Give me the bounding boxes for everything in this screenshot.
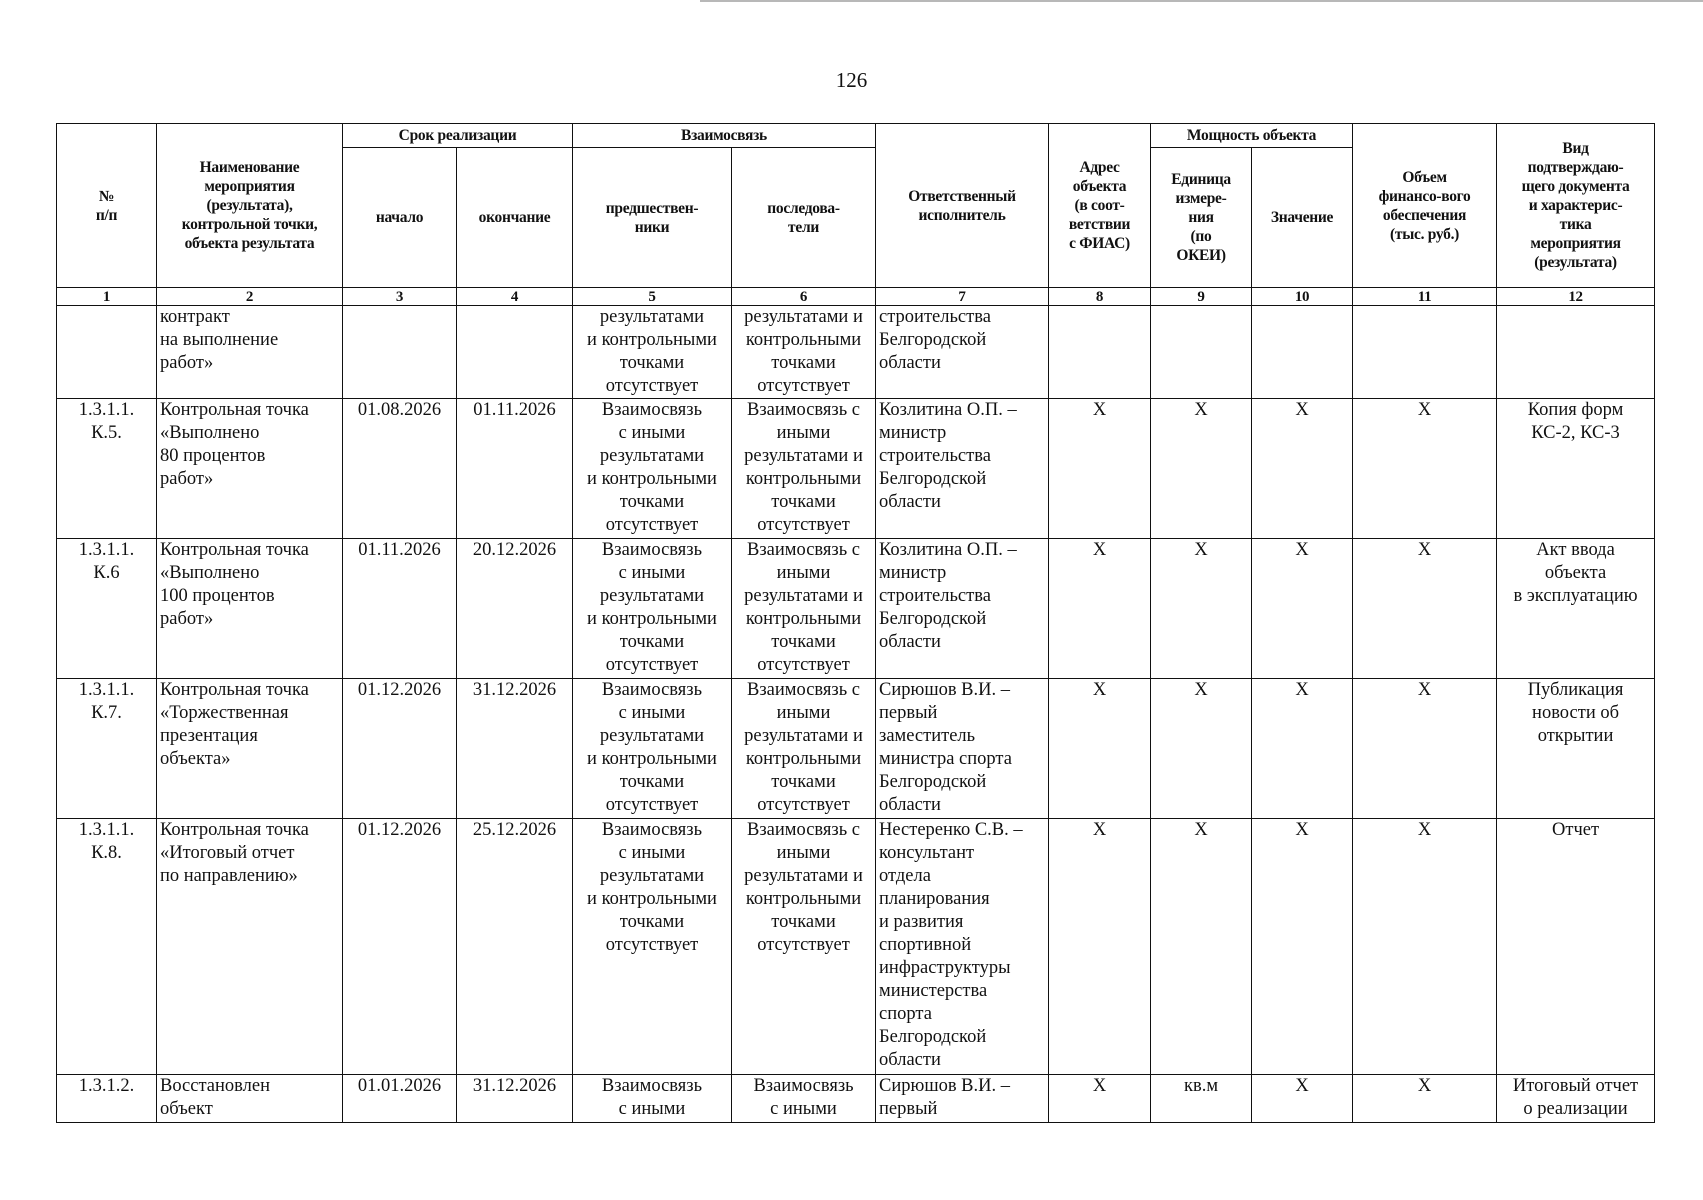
table-row [57,1075,1655,1123]
cell-responsible: строительства Белгородской области [876,306,1049,399]
cell-address [1049,306,1151,399]
column-number: 5 [573,288,732,306]
cell-address: Х [1049,399,1151,539]
cell-responsible: Сирюшов В.И. – первый заместитель министра спорта Белгородской области [876,679,1049,819]
cell-responsible: Сирюшов В.И. – первый [876,1075,1049,1123]
cell-name: Контрольная точка «Итоговый отчет по направлению» [157,819,343,1075]
header-value: Значение [1252,148,1353,288]
header-capacity-group: Мощность объекта [1151,124,1353,148]
cell-start: 01.12.2026 [343,679,457,819]
header-num: № п/п [57,124,157,288]
cell-value [1252,306,1353,399]
cell-start: 01.01.2026 [343,1075,457,1123]
column-number: 6 [732,288,876,306]
column-number: 8 [1049,288,1151,306]
cell-end [457,306,573,399]
cell-finance: Х [1353,679,1497,819]
cell-doc: Итоговый отчет о реализации [1497,1075,1655,1123]
page-number: 126 [835,68,868,92]
cell-finance: Х [1353,399,1497,539]
cell-prev: Взаимосвязь с иными [573,1075,732,1123]
cell-end: 31.12.2026 [457,679,573,819]
cell-name: Контрольная точка «Торжественная презентация объекта» [157,679,343,819]
cell-finance: Х [1353,1075,1497,1123]
cell-prev: Взаимосвязь с иными результатами и контрольными точками отсутствует [573,539,732,679]
column-number: 3 [343,288,457,306]
cell-name: контракт на выполнение работ» [157,306,343,399]
cell-end: 20.12.2026 [457,539,573,679]
cell-prev: результатами и контрольными точками отсутствует [573,306,732,399]
plan-table [56,123,1655,1123]
header-term-end: окончание [457,148,573,288]
cell-start: 01.11.2026 [343,539,457,679]
header-responsible: Ответственный исполнитель [876,124,1049,288]
cell-value: Х [1252,1075,1353,1123]
header-name: Наименование мероприятия (результата), контрольной точки, объекта результата [157,124,343,288]
cell-doc [1497,306,1655,399]
cell-next: Взаимосвязь с иными результатами и контрольными точками отсутствует [732,399,876,539]
cell-unit: Х [1151,679,1252,819]
cell-start: 01.08.2026 [343,399,457,539]
cell-address: Х [1049,819,1151,1075]
cell-address: Х [1049,679,1151,819]
header-address: Адрес объекта (в соот- ветствии с ФИАС) [1049,124,1151,288]
cell-next: Взаимосвязь с иными результатами и контрольными точками отсутствует [732,679,876,819]
cell-next: результатами и контрольными точками отсутствует [732,306,876,399]
cell-start: 01.12.2026 [343,819,457,1075]
cell-responsible: Нестеренко С.В. – консультант отдела планирования и развития спортивной инфраструктуры министерства спорта Белгородской области [876,819,1049,1075]
header-unit: Единица измере- ния (по ОКЕИ) [1151,148,1252,288]
cell-prev: Взаимосвязь с иными результатами и контрольными точками отсутствует [573,679,732,819]
column-number: 9 [1151,288,1252,306]
cell-address: Х [1049,539,1151,679]
cell-value: Х [1252,679,1353,819]
cell-finance: Х [1353,819,1497,1075]
column-number: 12 [1497,288,1655,306]
cell-start [343,306,457,399]
table-row [57,306,1655,399]
cell-finance: Х [1353,539,1497,679]
header-term-start: начало [343,148,457,288]
header-finance: Объем финансо-вого обеспечения (тыс. руб.) [1353,124,1497,288]
table-row [57,679,1655,819]
column-number: 10 [1252,288,1353,306]
scan-edge-line [700,0,1703,2]
cell-prev: Взаимосвязь с иными результатами и контрольными точками отсутствует [573,819,732,1075]
table-row [57,539,1655,679]
cell-value: Х [1252,819,1353,1075]
column-number: 4 [457,288,573,306]
cell-value: Х [1252,539,1353,679]
cell-responsible: Козлитина О.П. – министр строительства Белгородской области [876,539,1049,679]
column-number: 2 [157,288,343,306]
column-number: 7 [876,288,1049,306]
cell-value: Х [1252,399,1353,539]
cell-doc: Публикация новости об открытии [1497,679,1655,819]
cell-unit: Х [1151,539,1252,679]
cell-end: 31.12.2026 [457,1075,573,1123]
cell-name: Контрольная точка «Выполнено 80 процентов работ» [157,399,343,539]
header-link-next: последова- тели [732,148,876,288]
cell-num: 1.3.1.2. [57,1075,157,1123]
cell-doc: Копия форм КС-2, КС-3 [1497,399,1655,539]
cell-unit [1151,306,1252,399]
cell-unit: кв.м [1151,1075,1252,1123]
cell-num [57,306,157,399]
cell-name: Контрольная точка «Выполнено 100 процентов работ» [157,539,343,679]
cell-finance [1353,306,1497,399]
cell-end: 25.12.2026 [457,819,573,1075]
cell-responsible: Козлитина О.П. – министр строительства Белгородской области [876,399,1049,539]
column-number: 11 [1353,288,1497,306]
cell-unit: Х [1151,819,1252,1075]
cell-doc: Отчет [1497,819,1655,1075]
cell-next: Взаимосвязь с иными результатами и контрольными точками отсутствует [732,539,876,679]
cell-num: 1.3.1.1. К.8. [57,819,157,1075]
column-number: 1 [57,288,157,306]
cell-num: 1.3.1.1. К.5. [57,399,157,539]
header-term-group: Срок реализации [343,124,573,148]
header-link-group: Взаимосвязь [573,124,876,148]
cell-unit: Х [1151,399,1252,539]
cell-end: 01.11.2026 [457,399,573,539]
cell-prev: Взаимосвязь с иными результатами и контрольными точками отсутствует [573,399,732,539]
cell-num: 1.3.1.1. К.7. [57,679,157,819]
cell-next: Взаимосвязь с иными результатами и контрольными точками отсутствует [732,819,876,1075]
cell-name: Восстановлен объект [157,1075,343,1123]
header-link-prev: предшествен- ники [573,148,732,288]
table-row [57,819,1655,1075]
cell-num: 1.3.1.1. К.6 [57,539,157,679]
header-doc-type: Вид подтверждаю- щего документа и характерис- тика мероприятия (результата) [1497,124,1655,288]
cell-doc: Акт ввода объекта в эксплуатацию [1497,539,1655,679]
cell-address: Х [1049,1075,1151,1123]
cell-next: Взаимосвязь с иными [732,1075,876,1123]
table-row [57,399,1655,539]
